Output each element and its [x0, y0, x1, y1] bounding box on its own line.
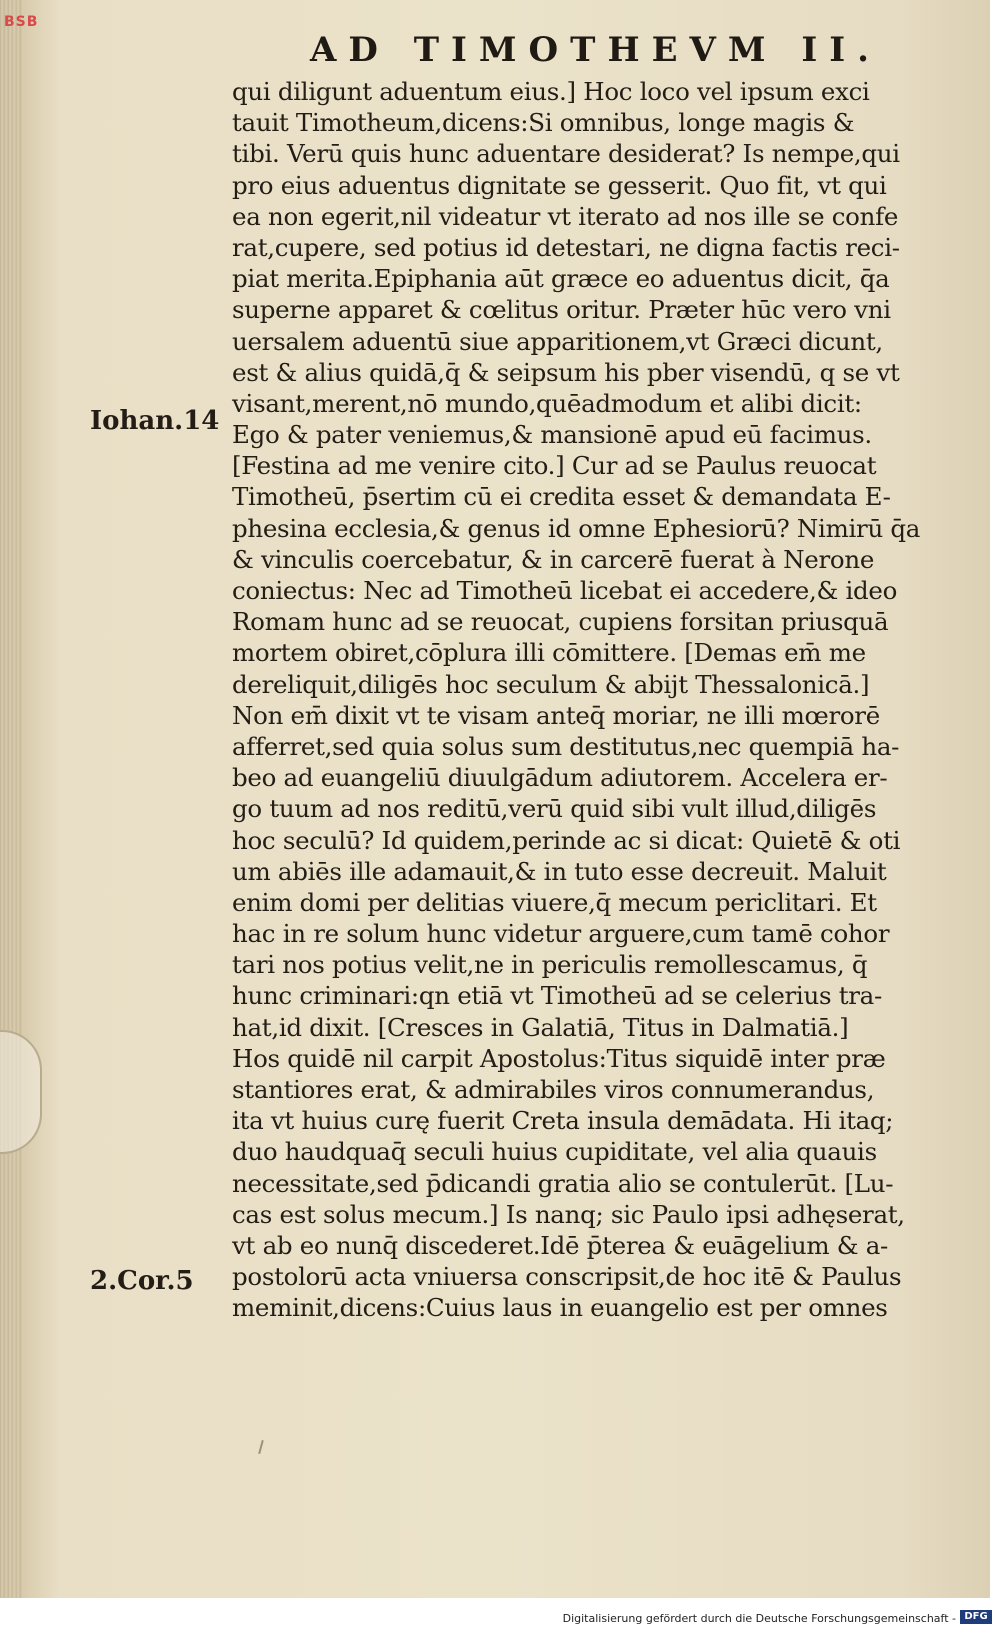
- text-line: tauit Timotheum,dicens:Si omnibus, longe magis &: [232, 108, 855, 138]
- text-line: stantiores erat, & admirabiles viros connumerandus,: [232, 1075, 875, 1104]
- text-line: vt ab eo nunq̄ discederet.Idē p̄terea & euāgelium & a-: [232, 1230, 889, 1260]
- text-line: hunc criminari:qn etiā vt Timotheū ad se celerius tra-: [232, 981, 882, 1011]
- text-line: beo ad euangeliū diuulgādum adiutorem. Accelera er-: [232, 763, 888, 793]
- text-line: [Festina ad me venire cito.] Cur ad se Paulus reuocat: [232, 451, 877, 481]
- text-line: afferret,sed quia solus sum destitutus,nec quempiā ha-: [232, 731, 900, 761]
- text-line: & vinculis coercebatur, & in carcerē fuerat à Nerone: [232, 544, 875, 574]
- text-line: est & alius quidā,q̄ & seipsum his pber visendū, q se vt: [232, 357, 900, 387]
- dfg-logo: DFG: [960, 1610, 992, 1624]
- text-line: rat,cupere, sed potius id detestari, ne digna factis reci-: [232, 232, 900, 262]
- library-stamp: BSB: [4, 14, 39, 30]
- text-line: hac in re solum hunc videtur arguere,cum tamē cohor: [232, 919, 890, 949]
- running-head: AD TIMOTHEVM II.: [310, 30, 881, 70]
- margin-note-iohan: Iohan.14: [90, 406, 220, 436]
- text-line: hat,id dixit. [Cresces in Galatiā, Titus in Dalmatiā.]: [232, 1012, 849, 1042]
- binding-gutter: [0, 0, 22, 1598]
- text-line: postolorū acta vniuersa conscripsit,de hoc itē & Paulus: [232, 1262, 902, 1292]
- text-line: meminit,dicens:Cuius laus in euangelio est per omnes: [232, 1293, 888, 1323]
- text-line: Non em̄ dixit vt te visam anteq̄ moriar, ne illi mœrorē: [232, 700, 880, 730]
- text-line: tari nos potius velit,ne in periculis remollescamus, q̄: [232, 950, 868, 980]
- pencil-mark: [258, 1440, 264, 1454]
- text-line: dereliquit,diligēs hoc seculum & abijt Thessalonicā.]: [232, 669, 870, 699]
- text-line: qui diligunt aduentum eius.] Hoc loco vel ipsum exci: [232, 77, 870, 106]
- text-line: cas est solus mecum.] Is nanq; sic Paulo ipsi adhęserat,: [232, 1199, 905, 1229]
- text-line: ita vt huius curę fuerit Creta insula demādata. Hi itaq;: [232, 1106, 894, 1136]
- page-clip: [0, 1030, 42, 1154]
- text-line: visant,merent,nō mundo,quēadmodum et alibi dicit:: [232, 388, 862, 418]
- text-line: enim domi per delitias viuere,q̄ mecum periclitari. Et: [232, 887, 877, 917]
- text-line: necessitate,sed p̄dicandi gratia alio se contulerūt. [Lu-: [232, 1168, 894, 1198]
- text-line: piat merita.Epiphania aūt græce eo aduentus dicit, q̄a: [232, 264, 890, 294]
- text-line: hoc seculū? Id quidem,perinde ac si dicat: Quietē & oti: [232, 825, 901, 855]
- text-line: superne apparet & cœlitus oritur. Præter hūc vero vni: [232, 295, 891, 325]
- footer-credit: Digitalisierung gefördert durch die Deutsche Forschungsgemeinschaft -: [562, 1612, 956, 1625]
- text-line: mortem obiret,cōplura illi cōmittere. [Demas em̄ me: [232, 638, 866, 668]
- text-line: tibi. Verū quis hunc aduentare desiderat? Is nempe,qui: [232, 139, 900, 169]
- text-line: Timotheū, p̄sertim cū ei credita esset & demandata E-: [232, 482, 891, 512]
- text-line: Romam hunc ad se reuocat, cupiens forsitan priusquā: [232, 607, 889, 637]
- text-line: Hos quidē nil carpit Apostolus:Titus siquidē inter præ: [232, 1043, 886, 1073]
- text-line: phesina ecclesia,& genus id omne Ephesiorū? Nimirū q̄a: [232, 513, 921, 543]
- text-line: coniectus: Nec ad Timotheū licebat ei accedere,& ideo: [232, 576, 898, 605]
- body-text: [232, 76, 932, 1324]
- text-line: go tuum ad nos reditū,verū quid sibi vult illud,diligēs: [232, 794, 877, 824]
- text-line: pro eius aduentus dignitate se gesserit. Quo fit, vt qui: [232, 170, 887, 200]
- text-line: uersalem aduentū siue apparitionem,vt Græci dicunt,: [232, 326, 883, 356]
- text-line: ea non egerit,nil videatur vt iterato ad nos ille se confe: [232, 201, 899, 231]
- text-line: Ego & pater veniemus,& mansionē apud eū facimus.: [232, 420, 872, 450]
- text-line: um abiēs ille adamauit,& in tuto esse decreuit. Maluit: [232, 856, 887, 886]
- text-line: duo haudquaq̄ seculi huius cupiditate, vel alia quauis: [232, 1137, 877, 1167]
- margin-note-cor: 2.Cor.5: [90, 1266, 194, 1296]
